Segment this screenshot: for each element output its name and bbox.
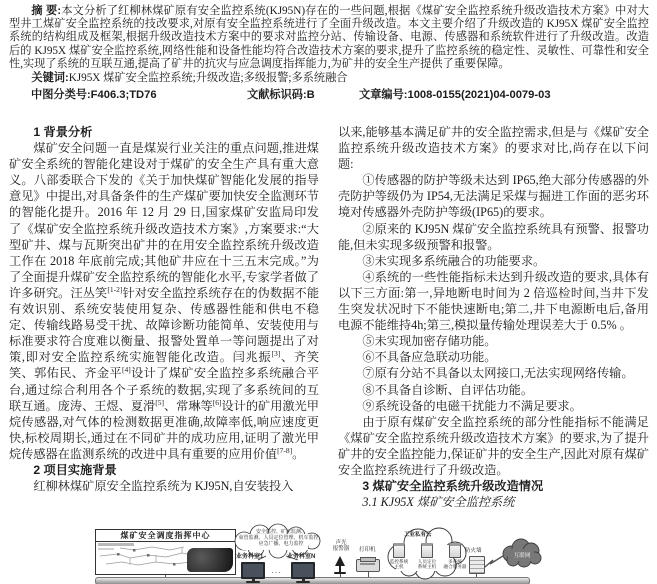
list-item: ⑨系统设备的电磁干扰能力不满足要求。 [362,398,582,413]
server-label: 监控系统 [389,559,409,564]
bubble-text-line1: 安全监控、矿压监测、 [255,529,306,535]
abstract [9,5,649,71]
section-heading-1: 1 背景分析 [33,125,93,139]
bubble-text-line3: 应急广播、电力监控 [258,541,304,547]
figure-network-diagram [0,526,657,584]
article-number: 文章编号:1008-0155(2021)04-0079-03 [359,89,551,102]
document-code: 文献标识码:B [247,89,315,102]
firewall-icon [469,556,485,574]
list-item: ⑧不具备自诊断、自评估功能。 [362,382,534,397]
server-label: 主机 [394,564,404,570]
section-heading-3-1: 3.1 KJ95X 煤矿安全监控系统 [362,495,515,510]
right-column [338,124,649,510]
bubble-text-line2: 束管监测、人员定位管理、机车监控、 [238,535,324,541]
photo-inset [187,548,233,572]
screen-title: 煤矿安全调度指挥中心 [96,530,235,542]
list-item: ⑥不具备应急联动功能。 [362,350,497,365]
server-label: 系统主机 [417,564,437,570]
alarm-label-line1: 声光 [335,540,347,546]
firewall-label: 防火墙 [465,548,482,554]
list-item: ⑤未实现加密存储功能。 [362,334,497,349]
keywords-line [9,72,649,85]
dept-label-1: 业务科室1 [236,554,264,560]
abstract-label: 摘 要: [31,5,62,17]
keywords-label: 关键词: [31,72,69,85]
section-heading-2: 2 项目实施背景 [33,462,117,477]
monitor-icon [241,562,265,583]
list-item: ②原来的 KJ95N 煤矿安全监控系统具有预警、报警功能,但未实现多级预警和报警。 [338,221,649,252]
cloud-label: 工业私有云 [404,532,432,538]
paper-head [9,5,649,100]
section-heading-3: 3 煤矿安全监控系统升级改造情况 [362,479,544,494]
left-column [9,124,319,494]
printer-label: 打印机 [359,547,376,553]
monitor-icon [291,562,315,583]
paragraph: 以来,能够基本满足矿井的安全监控需求,但是与《煤矿安全监控系统升级改造技术方案》的要求对比,尚存在以下问题: [338,125,649,172]
dispatch-center-screen [95,529,236,575]
ellipsis-dots: ··· [271,568,282,577]
server-icon-fusion-server [442,543,468,570]
list-item: ④系统的一些性能指标未达到升级改造的要求,具体有以下三方面:第一,异地断电时间为 2 倍巡检时间,当井下发生突发状况时下不能快速断电;第二,井下电源断电后,备用电源不能维持4h;第三,模拟量传输处理误差大于 0.5% 。 [338,269,649,333]
alarm-label-line2: 报警器 [332,546,350,552]
list-item: ③未实现多系统融合的功能要求。 [362,253,546,268]
list-item: ①传感器的防护等级未达到 IP65,绝大部分传感器的外壳防护等级仍为 IP54,无法满足采煤与掘进工作面的恶劣环境对传感器外壳防护等级(IP65)的要求。 [338,173,649,220]
dept-label-n: 业务科室N [287,554,316,560]
clc-number: 中图分类号:F406.3;TD76 [31,89,157,102]
server-icon-monitoring-host [386,543,412,570]
server-label: 融合服务器 [443,564,467,570]
abstract-text: 本文分析了红柳林煤矿原有安全监控系统(KJ95N)存在的一些问题,根据《煤矿安全监控系统升级改造技术方案》中对大型井工煤矿安全监控系统的技改要求,对原有安全监控系统进行了全面升级改造。本文主要介绍了升级改造的 KJ95X 煤矿安全监控系统的结构组成及框架,根据升级改造技术方案中的要求对监控分站、传输设备、电源、传感器和系统软件进行了升级改造。改造后的 KJ95X 煤矿安全监控系统,网络性能和设备性能均符合改造技术方案的要求,提升了监控系统的稳定性、灵敏性、可靠性和安全性,实现了系统的互联互通,提高了矿井的抗灾与应急调度指挥能力,为矿井的安全生产提供了重要保障。 [9,5,649,70]
server-label: 人员定位 [417,559,437,564]
internet-label: 互联网 [513,553,531,559]
server-label: 多系统 [448,559,462,564]
classification-line [9,86,649,100]
printer-icon [356,559,380,572]
internet-cloud-icon [498,539,544,569]
paragraph: 由于原有煤矿安全监控系统的部分性能指标不能满足《煤矿安全监控系统升级改造技术方案》的要求,为了提升矿井的安全监控能力,保证矿井的安全生产,因此对原有煤矿安全监控系统进行了升级改造。 [338,414,649,477]
connector-line [340,574,341,577]
list-item: ⑦原有分站不具备以太网接口,无法实现网络传输。 [362,366,634,381]
paragraph: 红柳林煤矿原安全监控系统为 KJ95N,自安装投入 [33,479,294,494]
keywords-text: KJ95X 煤矿安全监控系统;升级改造;多级报警;多系统融合 [68,72,348,85]
server-icon-positioning-host [414,543,440,570]
paragraph: 煤矿安全问题一直是煤炭行业关注的重点问题,推进煤矿安全系统的智能化建设对于煤矿的安全生产具有重大意义。八部委联合下发的《关于加快煤矿智能化发展的指导意见》中提出,对具备条件的生产煤矿要加快安全监测环节的智能化提升。2016 年 12 月 29 日,国家煤矿安监局印发了《煤矿安全监控系统升级改造技术方案》,方案要求:“大型矿井、煤与瓦斯突出矿井的在用安全监控系统升级改造工作在 2018 年底前完成;其他矿井应在十三五末完成。”为了全面提升煤矿安全监控系统的智能化水平,专家学者做了许多研究。汪丛笑[1-2]针对安全监控系统存在的伪数据不能有效识别、系统安装使用复杂、传感器性能和供电不稳定、传输线路易受干扰、故障诊断功能简单、安装使用与标准要求符合度难以衡量、报警处置单一等问题提出了对策,即对安全监控系统实施智能化改造。闫兆振[3]、齐笑笑、郭佑民、齐金平[4]设计了煤矿安全监控多系统融合平台,通过综合利用各个子系统的数据,实现了多系统间的互联互通。庞涛、王煜、夏滑[5]、常琳等[6]设计的矿用激光甲烷传感器,对气体的检测数据更准确,故障率低,响应速度更快,标校周期长,通过在不同矿井的成功应用,证明了激光甲烷传感器在监测系统的改进中具有重要的应用价值[7-8]。 [9,141,320,461]
